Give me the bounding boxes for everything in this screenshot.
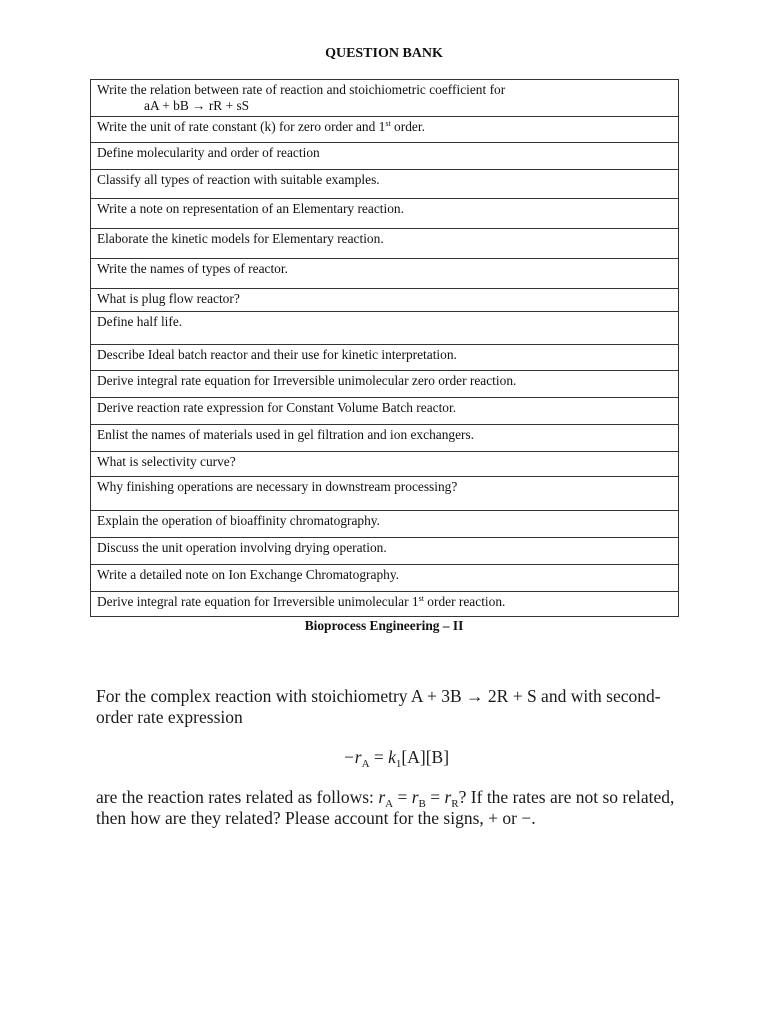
table-row	[91, 511, 679, 538]
question-cell: Describe Ideal batch reactor and their use for kinetic interpretation.	[91, 345, 679, 371]
table-row	[91, 170, 679, 199]
question-cell: Enlist the names of materials used in gel filtration and ion exchangers.	[91, 425, 679, 452]
table-row	[91, 312, 679, 345]
table-row	[91, 289, 679, 312]
concentration-terms: [A][B]	[401, 747, 450, 767]
question-cell: Discuss the unit operation involving drying operation.	[91, 538, 679, 565]
question-cell	[91, 80, 679, 117]
question-cell: Derive integral rate equation for Irreversible unimolecular zero order reaction.	[91, 371, 679, 398]
question-text: Derive integral rate equation for Irreversible unimolecular 1	[97, 594, 419, 609]
equals-sign: =	[393, 787, 412, 807]
question-text: order reaction.	[423, 594, 506, 609]
table-row	[91, 199, 679, 229]
rate-symbol: −r	[342, 747, 362, 767]
question-cell	[91, 592, 679, 617]
question-cell: Derive reaction rate expression for Constant Volume Batch reactor.	[91, 398, 679, 425]
question-text: Write the unit of rate constant (k) for zero order and 1	[97, 119, 386, 134]
rate-constant-subscript: 1	[395, 758, 402, 770]
rate-equation	[96, 747, 676, 768]
table-row	[91, 371, 679, 398]
table-row	[91, 229, 679, 259]
table-row	[91, 592, 679, 617]
table-row	[91, 452, 679, 477]
equals-sign: =	[369, 747, 389, 767]
page-title: QUESTION BANK	[325, 46, 443, 61]
table-row	[91, 565, 679, 592]
table-row	[91, 259, 679, 289]
rate-constant: k	[388, 747, 396, 767]
section-subtitle: Bioprocess Engineering – II	[304, 618, 464, 633]
question-cell: What is plug flow reactor?	[91, 289, 679, 312]
problem-question	[96, 787, 676, 829]
equals-sign: =	[425, 787, 445, 807]
question-text: Write the relation between rate of reaction and stoichiometric coefficient for	[97, 82, 506, 97]
rate-subscript: B	[418, 798, 426, 810]
table-row	[91, 398, 679, 425]
question-cell: Write the names of types of reactor.	[91, 259, 679, 289]
question-cell: Why finishing operations are necessary in downstream processing?	[91, 477, 679, 511]
question-table	[90, 79, 679, 617]
reaction-equation: aA + bB → rR + sS	[144, 98, 250, 113]
table-row	[91, 117, 679, 143]
question-cell: Define molecularity and order of reaction	[91, 143, 679, 170]
rate-subscript: R	[451, 798, 459, 810]
question-cell: Write a detailed note on Ion Exchange Chromatography.	[91, 565, 679, 592]
question-cell	[91, 117, 679, 143]
rate-subscript: A	[385, 798, 394, 810]
table-row	[91, 477, 679, 511]
rate-symbol: r	[411, 787, 419, 807]
rate-subscript: A	[361, 758, 370, 770]
question-cell: What is selectivity curve?	[91, 452, 679, 477]
question-cell: Classify all types of reaction with suitable examples.	[91, 170, 679, 199]
question-cell: Explain the operation of bioaffinity chromatography.	[91, 511, 679, 538]
table-row	[91, 425, 679, 452]
question-cell: Elaborate the kinetic models for Elementary reaction.	[91, 229, 679, 259]
table-row	[91, 538, 679, 565]
table-row	[91, 80, 679, 117]
question-lead: are the reaction rates related as follows:	[96, 787, 379, 807]
question-text: order.	[390, 119, 425, 134]
table-row	[91, 345, 679, 371]
superscript: st	[418, 594, 424, 603]
superscript: st	[385, 119, 391, 128]
rate-symbol: r	[378, 787, 386, 807]
problem-intro: For the complex reaction with stoichiometry A + 3B → 2R + S and with second-order rate expression	[96, 686, 661, 727]
question-tail: ? If the rates are not so related, then how are they related? Please account for the signs, + or −.	[96, 787, 675, 828]
question-cell: Define half life.	[91, 312, 679, 345]
problem-excerpt	[96, 686, 676, 829]
table-row	[91, 143, 679, 170]
rate-symbol: r	[444, 787, 452, 807]
question-cell: Write a note on representation of an Elementary reaction.	[91, 199, 679, 229]
